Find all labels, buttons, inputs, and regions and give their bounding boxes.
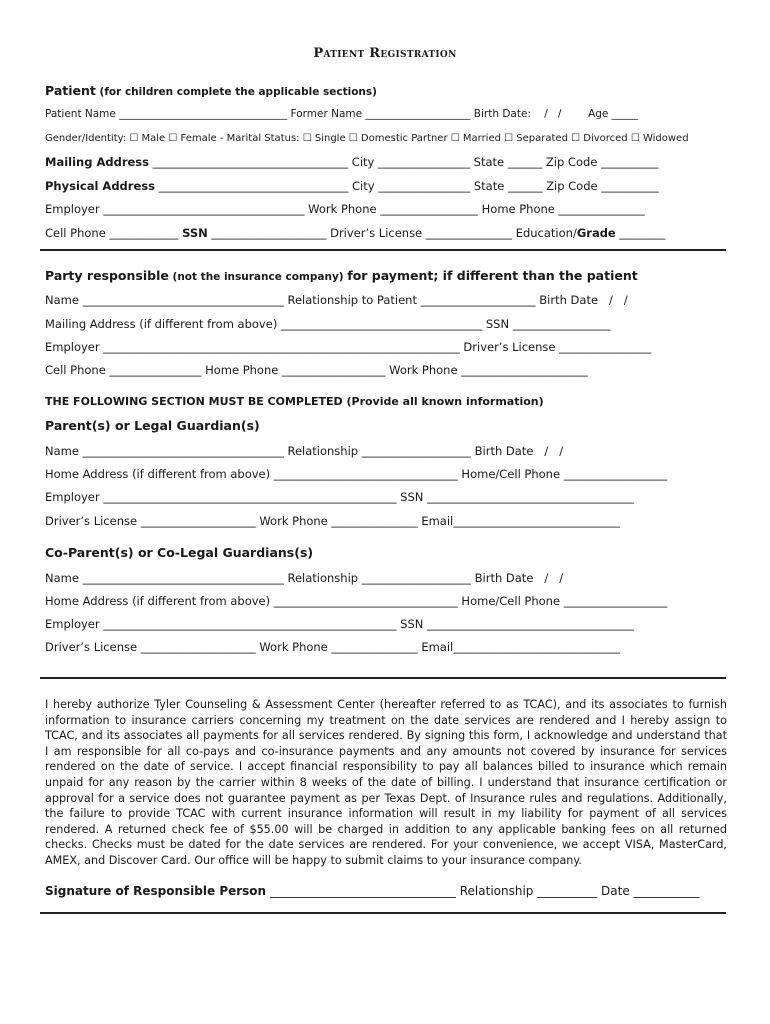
section-divider: [40, 912, 726, 914]
coparent-name-row[interactable]: Name ___________________________________ Relationship ___________________ Birth Date / /: [45, 571, 564, 585]
guardian-address-row[interactable]: Home Address (if different from above) ________________________________ Home/Cell Phone __________________: [45, 467, 668, 481]
signature-row[interactable]: Signature of Responsible Person _______________________________ Relationship __________ Date ___________: [45, 884, 700, 898]
coparent-section-header: Co-Parent(s) or Co-Legal Guardians(s): [45, 545, 314, 560]
guardian-name-row[interactable]: Name ___________________________________ Relationship ___________________ Birth Date / /: [45, 444, 564, 458]
cell-phone-row[interactable]: Cell Phone ____________ SSN ____________________ Driver’s License _______________ Education/Grade ________: [45, 226, 666, 240]
page-title: Patient Registration: [313, 46, 457, 61]
coparent-employer-row[interactable]: Employer ___________________________________________________ SSN ____________________________________: [45, 617, 635, 631]
party-name-row[interactable]: Name ___________________________________ Relationship to Patient ____________________ Birth Date / /: [45, 293, 628, 307]
guardian-employer-row[interactable]: Employer ___________________________________________________ SSN ____________________________________: [45, 490, 635, 504]
patient-section-header: Patient (for children complete the applicable sections): [45, 83, 377, 98]
guardian-section-header: Parent(s) or Legal Guardian(s): [45, 418, 260, 433]
party-phone-row[interactable]: Cell Phone ________________ Home Phone __________________ Work Phone ______________________: [45, 363, 588, 377]
patient-name-row[interactable]: Patient Name ________________________________ Former Name ____________________ Birth Date: / / Age _____: [45, 108, 638, 120]
mailing-address-row[interactable]: Mailing Address __________________________________ City ________________ State ______ Zip Code __________: [45, 155, 659, 169]
party-section-header: Party responsible (not the insurance company) for payment; if different than the patient: [45, 268, 638, 283]
gender-marital-row[interactable]: Gender/Identity: ☐ Male ☐ Female - Marital Status: ☐ Single ☐ Domestic Partner ☐ Married ☐ Separated ☐ Divorced ☐ Widowed: [45, 133, 689, 144]
physical-address-row[interactable]: Physical Address _________________________________ City ________________ State ______ Zip Code __________: [45, 179, 659, 193]
coparent-address-row[interactable]: Home Address (if different from above) ________________________________ Home/Cell Phone __________________: [45, 594, 668, 608]
section-divider: [40, 249, 726, 251]
section-divider: [40, 677, 726, 679]
guardian-license-row[interactable]: Driver’s License ____________________ Work Phone _______________ Email_____________________________: [45, 514, 620, 528]
authorization-paragraph: I hereby authorize Tyler Counseling & Assessment Center (hereafter referred to as TCAC), and its associates to furnish information to insurance carriers concerning my treatment on the date services are rendered and I hereby assign to TCAC, and its associates all payments for all services rendered. By signing this form, I acknowledge and understand that I am responsible for all co-pays and co-insurance payments and any amounts not covered by insurance for services rendered on the date of service. I accept financial responsibility to pay all balances billed to insurance which remain unpaid for any reason by the carrier within 8 weeks of the date of billing. I understand that insurance certification or approval for a service does not guarantee payment as per Texas Dept. of Insurance rules and regulations. Additionally, the failure to provide TCAC with current insurance information will result in my liability for payment of all services rendered. A returned check fee of $55.00 will be charged in addition to any applicable banking fees on all returned checks. Checks must be dated for the date services are rendered. For your convenience, we accept VISA, MasterCard, AMEX, and Discover Card. Our office will be happy to submit claims to your insurance company.: [45, 698, 727, 867]
coparent-license-row[interactable]: Driver’s License ____________________ Work Phone _______________ Email_____________________________: [45, 640, 620, 654]
party-employer-row[interactable]: Employer ______________________________________________________________ Driver’s License ________________: [45, 340, 652, 354]
party-mailing-row[interactable]: Mailing Address (if different from above) ___________________________________ SSN _________________: [45, 317, 611, 331]
required-notice: THE FOLLOWING SECTION MUST BE COMPLETED (Provide all known information): [45, 395, 544, 408]
employer-row[interactable]: Employer ___________________________________ Work Phone _________________ Home Phone _______________: [45, 202, 645, 216]
